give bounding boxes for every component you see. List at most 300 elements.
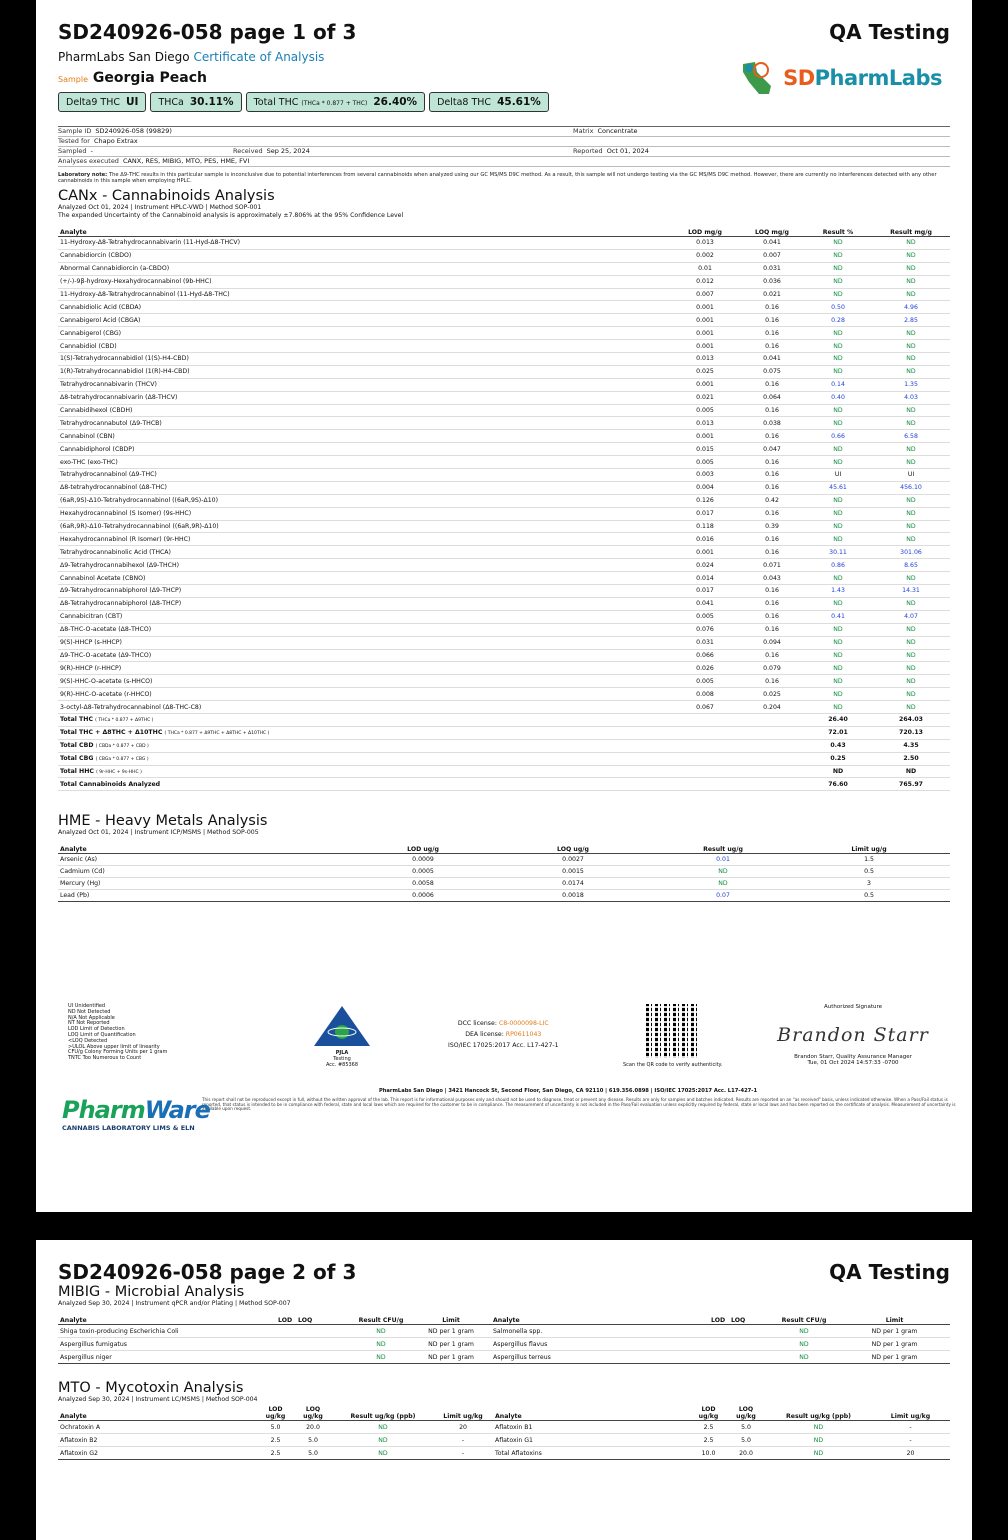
pharmware-logo-b: Ware <box>144 1096 210 1124</box>
loq-value: 0.021 <box>740 288 804 301</box>
table-row <box>58 878 950 890</box>
logo-text <box>783 66 942 90</box>
page-footer <box>62 1003 956 1134</box>
result-percent: ND <box>804 275 872 288</box>
result-percent: ND <box>804 675 872 688</box>
result-percent: ND <box>804 688 872 701</box>
pill-label: Delta8 THC <box>437 97 492 108</box>
lod-value: 0.013 <box>670 417 740 430</box>
lod-value: 0.005 <box>670 404 740 417</box>
total-label <box>58 739 670 752</box>
verify-qr[interactable] <box>623 1004 722 1068</box>
loq-value: 0.16 <box>740 675 804 688</box>
page-title: SD240926-058 page 1 of 3 <box>58 20 357 44</box>
analyte-name: Aspergillus terreus <box>491 1351 709 1364</box>
pill-thca <box>150 92 241 112</box>
received-date: Sep 25, 2024 <box>266 147 310 155</box>
analyte-name: Total Aflatoxins <box>493 1447 691 1460</box>
analyte-name: Δ8-Tetrahydrocannabiphorol (Δ8-THCP) <box>58 597 670 610</box>
result-percent: 1.43 <box>804 585 872 598</box>
lod-value: 2.5 <box>691 1421 726 1434</box>
result-percent: ND <box>804 533 872 546</box>
pjla-sub: Testing <box>333 1056 351 1062</box>
table-row <box>58 391 950 404</box>
lod-value: 0.067 <box>670 701 740 714</box>
loq-value: 0.16 <box>740 623 804 636</box>
lod-value <box>276 1338 296 1351</box>
lod-value <box>276 1351 296 1364</box>
result-percent: ND <box>804 417 872 430</box>
loq-value: 0.16 <box>740 481 804 494</box>
loq-value: 0.16 <box>740 404 804 417</box>
license-info <box>448 1018 559 1051</box>
table-row <box>58 597 950 610</box>
total-label <box>58 713 670 726</box>
loq-value: 5.0 <box>726 1421 766 1434</box>
hme-title: HME - Heavy Metals Analysis <box>58 813 268 830</box>
table-row <box>58 365 950 378</box>
loq-value: 0.16 <box>740 585 804 598</box>
table-row <box>58 1325 950 1338</box>
result-percent: ND <box>804 572 872 585</box>
lod-value: 2.5 <box>258 1447 293 1460</box>
table-row <box>58 237 950 250</box>
result-value: ND <box>769 1325 839 1338</box>
loq-value <box>729 1351 769 1364</box>
lod-value: 0.008 <box>670 688 740 701</box>
total-name: Total THC <box>60 716 93 724</box>
result-percent: ND <box>804 365 872 378</box>
result-percent: ND <box>804 404 872 417</box>
report-page-2 <box>36 1240 972 1540</box>
lod-value: 0.0058 <box>358 878 488 890</box>
analyte-name: Mercury (Hg) <box>58 878 358 890</box>
analyte-name: Tetrahydrocannabivarin (THCV) <box>58 378 670 391</box>
table-row <box>58 301 950 314</box>
col-lod: LOD ug/g <box>358 837 488 854</box>
lod-value: 0.004 <box>670 481 740 494</box>
lod-value: 0.024 <box>670 559 740 572</box>
qa-testing-label: QA Testing <box>829 20 950 44</box>
qa-testing-label: QA Testing <box>829 1260 950 1284</box>
table-row <box>58 675 950 688</box>
result-mg: ND <box>872 353 950 366</box>
result-mg: 6.58 <box>872 430 950 443</box>
result-percent: UI <box>804 469 872 482</box>
loq-value: 0.094 <box>740 636 804 649</box>
loq-value: 0.16 <box>740 456 804 469</box>
result-percent: ND <box>804 340 872 353</box>
lod-value <box>709 1338 729 1351</box>
limit-value: - <box>433 1447 493 1460</box>
lod-value: 0.001 <box>670 430 740 443</box>
loq-value: 0.079 <box>740 662 804 675</box>
total-row <box>58 765 950 778</box>
abbreviation-item: <LOQ Detected <box>68 1037 108 1044</box>
table-row <box>58 1421 950 1434</box>
result-value: ND <box>769 1338 839 1351</box>
table-row <box>58 701 950 714</box>
lod-value: 0.076 <box>670 623 740 636</box>
table-row <box>58 340 950 353</box>
col-limit: Limit ug/kg <box>871 1404 950 1421</box>
result-percent: ND <box>804 237 872 250</box>
loq-value <box>296 1325 351 1338</box>
lod-value <box>276 1325 296 1338</box>
result-percent: ND <box>804 623 872 636</box>
result-percent: 45.61 <box>804 481 872 494</box>
result-percent: ND <box>804 327 872 340</box>
analyte-name: Salmonella spp. <box>491 1325 709 1338</box>
table-row <box>58 662 950 675</box>
authorized-signature <box>768 1004 938 1066</box>
table-row <box>58 404 950 417</box>
pill-total-thc <box>246 92 426 112</box>
loq-value: 0.204 <box>740 701 804 714</box>
result-value: ND <box>658 878 788 890</box>
loq-value <box>296 1351 351 1364</box>
pjla-name: PJLA <box>335 1050 349 1056</box>
col-lod: LOD ug/kg <box>691 1404 726 1421</box>
signature-script: Brandon Starr <box>777 1024 929 1046</box>
page-header <box>58 1240 950 1284</box>
result-percent: 0.41 <box>804 610 872 623</box>
lod-value <box>709 1351 729 1364</box>
total-name: Total CBD <box>60 742 94 750</box>
loq-value: 0.071 <box>740 559 804 572</box>
abbreviation-item: NT Not Reported <box>68 1020 110 1027</box>
microbial-body <box>58 1325 950 1364</box>
analyte-name: 11-Hydroxy-Δ8-Tetrahydrocannabivarin (11-Hyd-Δ8-THCV) <box>58 237 670 250</box>
table-row <box>58 353 950 366</box>
loq-value: 0.16 <box>740 610 804 623</box>
limit-value: ND per 1 gram <box>839 1325 950 1338</box>
result-mg: ND <box>872 275 950 288</box>
result-mg: ND <box>872 688 950 701</box>
table-row <box>58 533 950 546</box>
total-mg: 2.50 <box>872 752 950 765</box>
total-mg: ND <box>872 765 950 778</box>
lod-value: 0.021 <box>670 391 740 404</box>
sdpharmlabs-logo <box>737 58 942 98</box>
total-row <box>58 752 950 765</box>
result-percent: 0.40 <box>804 391 872 404</box>
lod-value: 5.0 <box>258 1421 293 1434</box>
col-analyte: Analyte <box>58 220 670 237</box>
loq-value: 0.0015 <box>488 866 658 878</box>
total-name: Total Cannabinoids Analyzed <box>60 780 161 788</box>
loq-value: 0.16 <box>740 649 804 662</box>
result-mg: ND <box>872 662 950 675</box>
analyte-name: Aspergillus niger <box>58 1351 276 1364</box>
analyte-name: Abnormal Cannabidiorcin (a-CBDO) <box>58 262 670 275</box>
result-mg: 1.35 <box>872 378 950 391</box>
table-row <box>58 443 950 456</box>
pill-value: UI <box>126 96 139 108</box>
total-formula: ( CBDa * 0.877 + CBD ) <box>95 744 149 750</box>
loq-value: 0.0018 <box>488 890 658 902</box>
table-row <box>58 327 950 340</box>
col-lod: LOD <box>276 1308 296 1325</box>
lab-address: PharmLabs San Diego | 3421 Hancock St, Second Floor, San Diego, CA 92110 | 619.356.0898 | ISO/IEC 17025:2017 Acc. L17-427-1 <box>378 1088 758 1094</box>
lod-value: 0.005 <box>670 456 740 469</box>
analyte-name: Δ9-Tetrahydrocannabiphorol (Δ9-THCP) <box>58 585 670 598</box>
analyte-name: Cannabinol (CBN) <box>58 430 670 443</box>
lod-value <box>709 1325 729 1338</box>
result-mg: ND <box>872 701 950 714</box>
total-percent: 72.01 <box>804 726 872 739</box>
lod-value: 0.001 <box>670 314 740 327</box>
lod-value: 10.0 <box>691 1447 726 1460</box>
result-percent: ND <box>804 636 872 649</box>
pharmware-logo-a: Pharm <box>62 1096 145 1124</box>
lod-value: 0.118 <box>670 520 740 533</box>
mycotoxin-table <box>58 1404 950 1460</box>
lab-name: PharmLabs San Diego <box>58 50 190 64</box>
signature-title: Authorized Signature <box>823 1004 883 1010</box>
canx-analyzed: Analyzed Oct 01, 2024 | Instrument HPLC-VWD | Method SOP-001 <box>58 204 262 211</box>
result-percent: 0.86 <box>804 559 872 572</box>
total-percent: 0.43 <box>804 739 872 752</box>
sample-label: Sample <box>58 75 88 84</box>
result-mg: ND <box>872 649 950 662</box>
analyte-name: Aspergillus flavus <box>491 1338 709 1351</box>
result-value: ND <box>333 1447 433 1460</box>
table-row <box>58 636 950 649</box>
total-label <box>58 778 670 791</box>
total-formula: ( THCa * 0.877 + Δ9THC + Δ8THC + Δ10THC ) <box>164 731 270 737</box>
meta-label: Received <box>233 147 263 155</box>
loq-value: 0.064 <box>740 391 804 404</box>
col-result: Result ug/kg (ppb) <box>333 1404 433 1421</box>
result-mg: 4.07 <box>872 610 950 623</box>
analyte-name: Aflatoxin B1 <box>493 1421 691 1434</box>
result-mg: ND <box>872 327 950 340</box>
loq-value: 0.16 <box>740 533 804 546</box>
loq-value: 0.16 <box>740 378 804 391</box>
meta-label: Sample ID <box>58 127 92 135</box>
total-row <box>58 713 950 726</box>
col-analyte: Analyte <box>493 1404 691 1421</box>
abbreviation-item: N/A Not Applicable <box>68 1014 115 1021</box>
lod-value: 0.017 <box>670 585 740 598</box>
result-percent: ND <box>804 701 872 714</box>
result-mg: 4.03 <box>872 391 950 404</box>
pill-label: THCa <box>158 97 184 108</box>
pill-note: (THCa * 0.877 + THC) <box>301 100 368 107</box>
loq-value: 0.0174 <box>488 878 658 890</box>
total-name: Total HHC <box>60 767 94 775</box>
mibig-analyzed: Analyzed Sep 30, 2024 | Instrument qPCR and/or Plating | Method SOP-007 <box>58 1300 291 1307</box>
loq-value: 0.038 <box>740 417 804 430</box>
limit-value: 1.5 <box>788 854 950 866</box>
total-label <box>58 752 670 765</box>
result-mg: ND <box>872 417 950 430</box>
col-loq: LOQ mg/g <box>740 220 804 237</box>
analyte-name: (6aR,9R)-Δ10-Tetrahydrocannabinol ((6aR,9R)-Δ10) <box>58 520 670 533</box>
analyte-name: Cannabidiol (CBD) <box>58 340 670 353</box>
analyte-name: 1(R)-Tetrahydrocannabidiol (1(R)-H4-CBD) <box>58 365 670 378</box>
abbreviation-item: LOD Limit of Detection <box>68 1026 125 1033</box>
lod-value: 0.001 <box>670 301 740 314</box>
result-mg: ND <box>872 533 950 546</box>
analyte-name: 9(S)-HHCP (s-HHCP) <box>58 636 670 649</box>
heavy-metals-body <box>58 854 950 902</box>
analyte-name: Arsenic (As) <box>58 854 358 866</box>
pill-value: 45.61% <box>497 96 541 108</box>
loq-value: 0.42 <box>740 494 804 507</box>
table-header-row <box>58 220 950 237</box>
analyte-name: Cannabigerol Acid (CBGA) <box>58 314 670 327</box>
table-row <box>58 610 950 623</box>
loq-value: 0.16 <box>740 507 804 520</box>
abbreviation-item: >ULOL Above upper limit of linearity <box>68 1043 160 1050</box>
table-row <box>58 649 950 662</box>
result-mg: 456.10 <box>872 481 950 494</box>
pjla-logo-icon <box>312 1004 372 1048</box>
loq-value: 0.025 <box>740 688 804 701</box>
table-row <box>58 572 950 585</box>
col-result: Result ug/g <box>658 837 788 854</box>
lod-value: 0.017 <box>670 507 740 520</box>
limit-value: ND per 1 gram <box>411 1351 491 1364</box>
analyte-name: 11-Hydroxy-Δ8-Tetrahydrocannabinol (11-Hyd-Δ8-THC) <box>58 288 670 301</box>
loq-value: 0.16 <box>740 301 804 314</box>
pharmware-logo <box>62 1096 210 1132</box>
loq-value: 0.16 <box>740 314 804 327</box>
col-result-pct: Result % <box>804 220 872 237</box>
table-header-row <box>58 1308 950 1325</box>
lod-value: 2.5 <box>691 1434 726 1447</box>
limit-value: 3 <box>788 878 950 890</box>
pharmware-tagline: CANNABIS LABORATORY LIMS & ELN <box>62 1124 195 1132</box>
table-row <box>58 275 950 288</box>
result-mg: ND <box>872 404 950 417</box>
result-percent: 30.11 <box>804 546 872 559</box>
result-value: 0.07 <box>658 890 788 902</box>
cannabinoids-table <box>58 220 950 791</box>
result-mg: ND <box>872 443 950 456</box>
total-mg: 765.97 <box>872 778 950 791</box>
abbreviation-item: ND Not Detected <box>68 1008 111 1015</box>
result-mg: ND <box>872 288 950 301</box>
loq-value: 0.16 <box>740 597 804 610</box>
qr-code-icon[interactable] <box>646 1004 700 1058</box>
table-row <box>58 507 950 520</box>
col-limit: Limit <box>411 1308 491 1325</box>
result-mg: 301.06 <box>872 546 950 559</box>
meta-label: Analyses executed <box>58 157 119 165</box>
total-row <box>58 778 950 791</box>
cannabinoids-body <box>58 237 950 791</box>
result-percent: ND <box>804 288 872 301</box>
result-percent: ND <box>804 597 872 610</box>
result-value: ND <box>766 1434 871 1447</box>
abbreviation-item: CFU/g Colony Forming Units per 1 gram <box>68 1049 168 1056</box>
col-analyte: Analyte <box>58 1404 258 1421</box>
result-value: 0.01 <box>658 854 788 866</box>
loq-value: 0.047 <box>740 443 804 456</box>
loq-value <box>729 1338 769 1351</box>
analyte-name: Tetrahydrocannabutol (Δ9-THCB) <box>58 417 670 430</box>
analyte-name: 3-octyl-Δ8-Tetrahydrocannabinol (Δ8-THC-C8) <box>58 701 670 714</box>
pill-value: 26.40% <box>373 96 418 108</box>
analyte-name: Δ8-THC-O-acetate (Δ8-THCO) <box>58 623 670 636</box>
result-mg: 4.96 <box>872 301 950 314</box>
table-row <box>58 585 950 598</box>
result-percent: ND <box>804 649 872 662</box>
total-label <box>58 765 670 778</box>
lod-value: 0.014 <box>670 572 740 585</box>
analyte-name: exo-THC (exo-THC) <box>58 456 670 469</box>
result-mg: 2.85 <box>872 314 950 327</box>
pill-delta9 <box>58 92 146 112</box>
total-mg: 720.13 <box>872 726 950 739</box>
lod-value: 0.126 <box>670 494 740 507</box>
meta-label: Reported <box>573 147 603 155</box>
dcc-label: DCC license: <box>457 1020 497 1027</box>
col-result: Result ug/kg (ppb) <box>766 1404 871 1421</box>
total-formula: ( THCa * 0.877 + Δ9THC ) <box>95 718 154 724</box>
analyte-name: Cannabigerol (CBG) <box>58 327 670 340</box>
meta-row <box>58 147 950 157</box>
lod-value: 0.001 <box>670 378 740 391</box>
limit-value: 20 <box>871 1447 950 1460</box>
hme-analyzed: Analyzed Oct 01, 2024 | Instrument ICP/MSMS | Method SOP-005 <box>58 829 259 837</box>
result-percent: ND <box>804 520 872 533</box>
lod-value: 0.0006 <box>358 890 488 902</box>
result-percent: 0.14 <box>804 378 872 391</box>
result-percent: ND <box>804 494 872 507</box>
loq-value: 20.0 <box>726 1447 766 1460</box>
abbreviation-item: TNTC Too Numerous to Count <box>68 1055 142 1062</box>
total-mg: 4.35 <box>872 739 950 752</box>
col-result: Result CFU/g <box>351 1308 411 1325</box>
table-row <box>58 378 950 391</box>
page-header <box>58 0 950 44</box>
loq-value: 5.0 <box>726 1434 766 1447</box>
col-result: Result CFU/g <box>769 1308 839 1325</box>
loq-value: 0.007 <box>740 249 804 262</box>
loq-value: 0.041 <box>740 353 804 366</box>
col-analyte: Analyte <box>58 837 358 854</box>
tested-for: Chapo Extrax <box>93 137 138 145</box>
analyte-name: Aflatoxin G2 <box>58 1447 258 1460</box>
col-loq: LOQ ug/kg <box>293 1404 333 1421</box>
analyte-name: 9(R)-HHC-O-acetate (r-HHCO) <box>58 688 670 701</box>
loq-value <box>729 1325 769 1338</box>
table-row <box>58 469 950 482</box>
meta-label: Matrix <box>573 127 594 135</box>
heavy-metals-table <box>58 837 950 902</box>
lod-value: 0.001 <box>670 327 740 340</box>
loq-value: 0.0027 <box>488 854 658 866</box>
mibig-title: MIBIG - Microbial Analysis <box>58 1284 245 1300</box>
table-row <box>58 854 950 866</box>
result-mg: ND <box>872 572 950 585</box>
result-mg: 14.31 <box>872 585 950 598</box>
analyte-name: Δ9-THC-O-acetate (Δ9-THCO) <box>58 649 670 662</box>
col-lod: LOD ug/kg <box>258 1404 293 1421</box>
lod-value: 0.007 <box>670 288 740 301</box>
analyte-name: Cannabinol Acetate (CBNO) <box>58 572 670 585</box>
table-row <box>58 1447 950 1460</box>
iso-accreditation: ISO/IEC 17025:2017 Acc. L17-427-1 <box>448 1042 559 1049</box>
loq-value: 0.036 <box>740 275 804 288</box>
total-percent: 0.25 <box>804 752 872 765</box>
result-percent: ND <box>804 443 872 456</box>
result-value: ND <box>766 1421 871 1434</box>
